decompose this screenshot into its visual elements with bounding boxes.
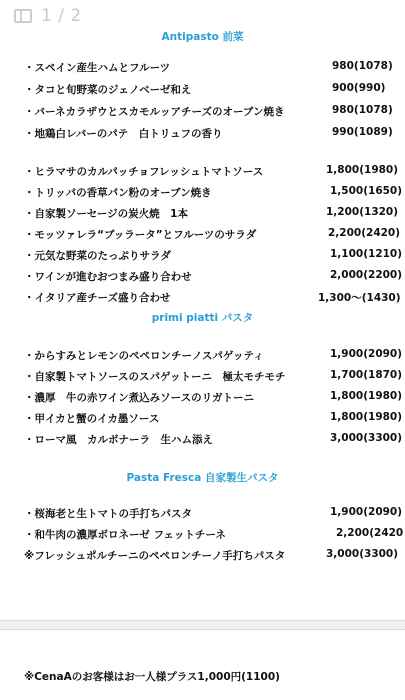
menu-item-name: ・自家製トマトソースのスパゲットーニ 極太モチモチ xyxy=(24,371,286,383)
section-title-antipasto: Antipasto 前菜 xyxy=(161,31,244,43)
menu-item xyxy=(24,369,403,387)
menu-item xyxy=(24,60,396,78)
section-title-primi-piatti: primi piatti パスタ xyxy=(151,312,254,324)
menu-item-price: 1,500(1650) xyxy=(330,185,403,197)
page-separator xyxy=(0,620,405,630)
menu-item xyxy=(24,164,399,182)
menu-item-price: 980(1078) xyxy=(332,60,393,72)
menu-item-name: ・モッツァレラ“ブッラータ”とフルーツのサラダ xyxy=(24,229,257,241)
menu-item-price: 1,800(1980) xyxy=(330,411,403,423)
page-counter: 1 / 2 xyxy=(41,6,82,26)
menu-item xyxy=(24,506,403,524)
menu-item xyxy=(24,527,404,545)
menu-item-price: 980(1078) xyxy=(332,104,393,116)
menu-item-price: 2,200(2420) xyxy=(328,227,401,239)
menu-item-price: 990(1089) xyxy=(332,126,393,138)
menu-item xyxy=(24,126,396,144)
menu-item xyxy=(24,104,396,122)
menu-item-price: 1,100(1210) xyxy=(330,248,403,260)
menu-item-name: ・ヒラマサのカルパッチョフレッシュトマトソース xyxy=(24,166,264,178)
menu-item-price: 1,300～(1430) xyxy=(318,292,401,304)
viewer-toolbar xyxy=(0,0,120,34)
menu-item-name: ・地鶏白レバーのパテ 白トリュフの香り xyxy=(24,128,223,140)
menu-item-name: ・からすみとレモンのペペロンチーノスパゲッティ xyxy=(24,350,264,362)
menu-item-name: ・ワインが進むおつまみ盛り合わせ xyxy=(24,271,192,283)
menu-item-name: ・桜海老と生トマトの手打ちパスタ xyxy=(24,508,192,520)
section-title-pasta-fresca: Pasta Fresca 自家製生パスタ xyxy=(126,472,279,484)
menu-item xyxy=(24,432,403,450)
menu-item-name: ・バーネカラザウとスカモルッアチーズのオーブン焼き xyxy=(24,106,285,118)
menu-item-name: ・元気な野菜のたっぷりサラダ xyxy=(24,250,171,262)
menu-item-name: ・甲イカと蟹のイカ墨ソース xyxy=(24,413,160,425)
menu-item-price: 1,700(1870) xyxy=(330,369,403,381)
menu-item xyxy=(24,185,403,203)
menu-item-price: 1,800(1980) xyxy=(326,164,399,176)
sidebar-toggle-icon[interactable] xyxy=(14,9,32,23)
menu-item-name: ・ローマ風 カルボナーラ 生ハム添え xyxy=(24,434,213,446)
menu-item-name: ・濃厚 牛の赤ワイン煮込みソースのリガトーニ xyxy=(24,392,255,404)
menu-item xyxy=(24,248,403,266)
menu-item-name: ・和牛肉の濃厚ボロネーゼ フェットチーネ xyxy=(24,529,226,541)
menu-item-name: ・タコと旬野菜のジェノベーゼ和え xyxy=(24,84,192,96)
menu-item xyxy=(24,390,403,408)
menu-item xyxy=(24,227,401,245)
menu-item xyxy=(24,206,399,224)
menu-item xyxy=(24,548,399,566)
menu-item xyxy=(24,290,401,308)
menu-item-price: 2,000(2200) xyxy=(330,269,403,281)
menu-item-price: 1,200(1320) xyxy=(326,206,399,218)
menu-item-price: 2,200(2420 xyxy=(336,527,404,539)
menu-item xyxy=(24,348,403,366)
menu-item-name: ・自家製ソーセージの炭火焼 1本 xyxy=(24,208,188,220)
menu-item-price: 1,900(2090) xyxy=(330,348,403,360)
menu-item-price: 1,800(1980) xyxy=(330,390,403,402)
menu-item-price: 3,000(3300) xyxy=(326,548,399,560)
menu-item-name: ・イタリア産チーズ盛り合わせ xyxy=(24,292,171,304)
footer-note: ※CenaAのお客様はお一人様プラス1,000円(1100) xyxy=(24,671,280,683)
menu-item-name: ・スペイン産生ハムとフルーツ xyxy=(24,62,171,74)
menu-item-price: 900(990) xyxy=(332,82,386,94)
menu-item-name: ・トリッパの香草パン粉のオーブン焼き xyxy=(24,187,212,199)
pdf-page-2 xyxy=(0,630,405,700)
menu-item xyxy=(24,411,403,429)
menu-item xyxy=(24,82,396,100)
menu-item-price: 1,900(2090) xyxy=(330,506,403,518)
menu-item xyxy=(24,269,403,287)
menu-item-name: ※フレッシュポルチーニのペペロンチーノ手打ちパスタ xyxy=(24,550,286,562)
menu-item-price: 3,000(3300) xyxy=(330,432,403,444)
